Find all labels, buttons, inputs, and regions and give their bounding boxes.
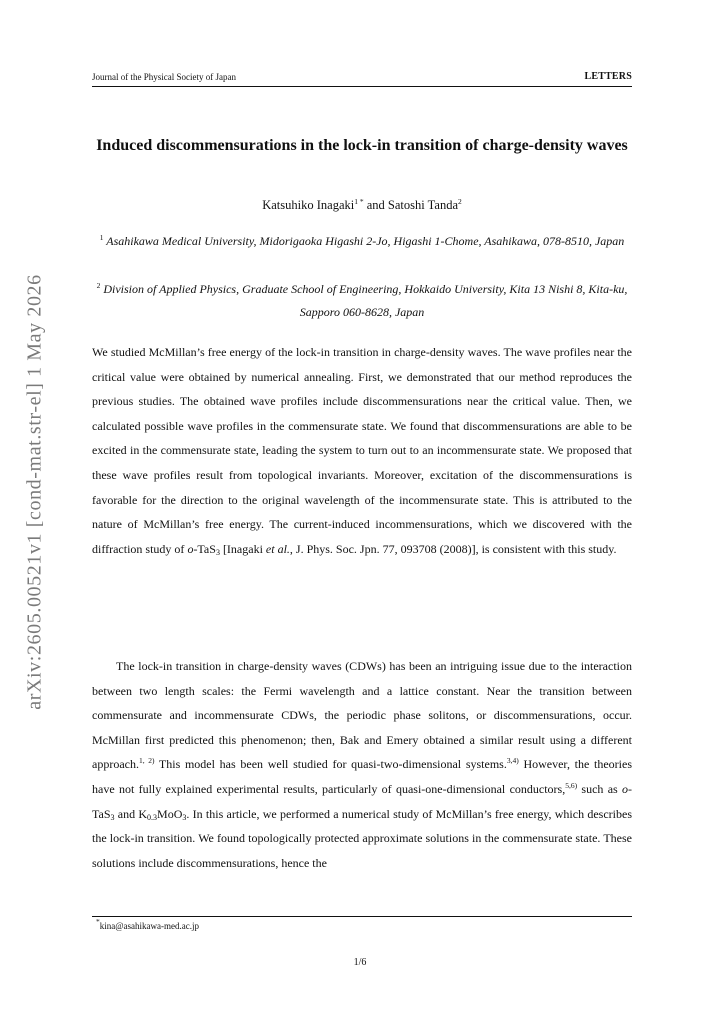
author-connector: and (363, 198, 388, 212)
author-affiliation-mark: 1 * (354, 197, 364, 206)
citation: 1, 2) (138, 756, 155, 766)
footnote-divider (92, 916, 632, 917)
affiliation-1 (92, 230, 632, 253)
author-affiliation-mark: 2 (458, 197, 462, 206)
et-al: et al. (265, 541, 290, 556)
arxiv-stamp: arXiv:2605.00521v1 [cond-mat.str-el] 1 May 2026 (23, 274, 46, 710)
author-list (92, 198, 632, 213)
material-prefix: o (622, 781, 629, 796)
material-name: MoO (157, 806, 183, 821)
citation: 5,6) (565, 780, 578, 790)
material-subscript: 3 (110, 812, 115, 822)
journal-name: Journal of the Physical Society of Japan (92, 72, 236, 82)
affiliation-text: Division of Applied Physics, Graduate School of Engineering, Hokkaido University, Kita 13 Nishi 8, Kita-ku, Sapporo 060-8628, Japan (103, 282, 628, 319)
footnote (96, 917, 199, 931)
footnote-mark: * (96, 917, 100, 926)
affiliation-number: 1 (99, 233, 104, 242)
affiliation-text: Asahikawa Medical University, Midorigaoka Higashi 2-Jo, Higashi 1-Chome, Asahikawa, 078-8510, Japan (106, 234, 625, 248)
page-number: 1/6 (353, 957, 367, 968)
body-text: However, the theories have not fully explained experimental results, particularly of quasi-one-dimensional conductors, (92, 757, 632, 796)
body-text: This model has been well studied for quasi-two-dimensional systems. (154, 757, 507, 772)
body-text: such as (577, 781, 623, 796)
footnote-email[interactable]: kina@asahikawa-med.ac.jp (99, 921, 199, 931)
abstract-text: , J. Phys. Soc. Jpn. 77, 093708 (2008)], is consistent with this study. (289, 541, 617, 556)
author-name: Satoshi Tanda (387, 198, 458, 212)
body-text: The lock-in transition in charge-density waves (CDWs) has been an intriguing issue due to the interaction between two length scales: the Fermi wavelength and a lattice constant. Near the transition between commensurate and incommensurate CDWs, the periodic phase solitons, or discommensurations, occur. McMillan first predicted this phenomenon; then, Bak and Emery obtained a similar result using a different approach. (92, 659, 632, 772)
material-subscript: 0.3 (147, 812, 158, 822)
running-header (92, 70, 632, 87)
affiliation-number: 2 (96, 281, 101, 290)
paper-title: Induced discommensurations in the lock-in transition of charge-density waves (96, 137, 628, 154)
material-prefix: o (187, 541, 194, 556)
material-subscript: 3 (215, 547, 220, 557)
author-name: Katsuhiko Inagaki (262, 198, 355, 212)
material-name: -TaS (92, 781, 633, 821)
abstract-text: [Inagaki (219, 541, 266, 556)
body-text: and K (114, 806, 148, 821)
material-subscript: 3 (182, 812, 187, 822)
abstract-text: We studied McMillan’s free energy of the lock-in transition in charge-density waves. The wave profiles near the critical value were obtained by numerical annealing. First, we demonstrated that our method reproduces the previous studies. The obtained wave profiles include discommensurations near the critical value. Then, we calculated possible wave profiles in the commensurate state. We found that discommensurations are able to be excited in the commensurate state, leading the system to turn out to an incommensurate state. We proposed that these wave profiles result from topological invariants. Moreover, excitation of the discommensurations is favorable for the direction to the original wavelength of the incommensurate state. This is attributed to the nature of McMillan’s free energy. The current-induced incommensurations, which we discovered with the diffraction study of (92, 345, 632, 556)
affiliation-2 (92, 278, 632, 324)
section-label: LETTERS (584, 71, 632, 82)
body-text: . In this article, we performed a numerical study of McMillan’s free energy, which describes the lock-in transition. We found topologically protected approximate solutions in the commensurate state. These solutions include discommensurations, hence the (92, 806, 632, 870)
material-name: -TaS (193, 541, 216, 556)
citation: 3,4) (506, 756, 519, 766)
abstract (92, 340, 632, 561)
body-paragraph (92, 654, 632, 875)
